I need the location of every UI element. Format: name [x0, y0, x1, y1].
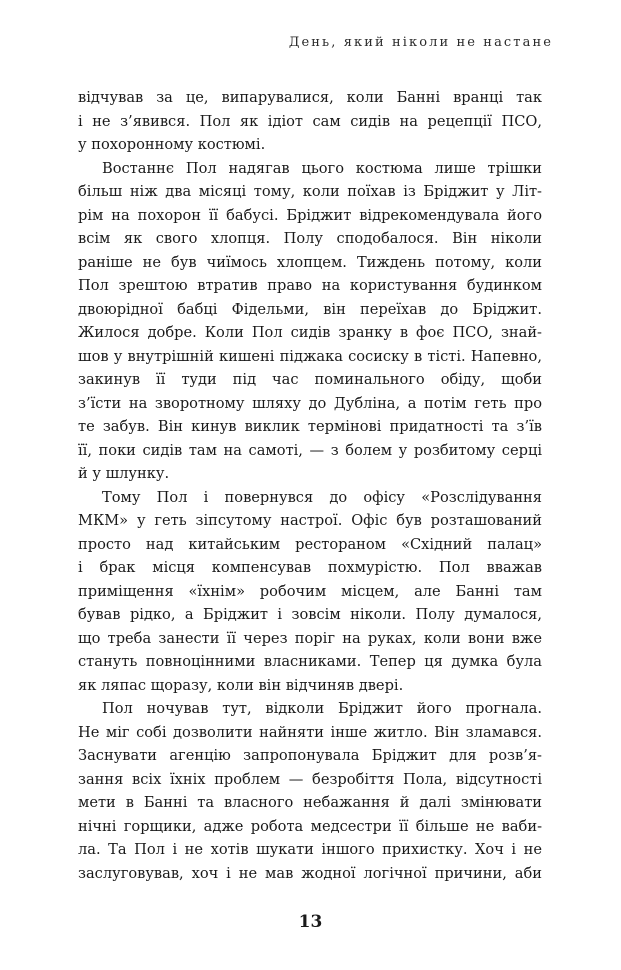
text-line: Пол зрештою втратив право на користування будинком: [78, 277, 542, 294]
text-line: Жилося добре. Коли Пол сидів зранку в фоє ПСО, знай-: [78, 324, 542, 341]
text-line: рім на похорон її бабусі. Бріджит відрекомендувала його: [78, 206, 542, 224]
text-line: закинув її туди під час поминального обіду, щоби: [78, 371, 542, 388]
text-line: Заснувати агенцію запропонувала Бріджит для розв’я-: [78, 747, 542, 764]
text-line: МКМ» у геть зіпсутому настрої. Офіс був розташований: [78, 512, 542, 529]
text-line: бував рідко, а Бріджит і зовсім ніколи. Полу думалося,: [78, 606, 542, 623]
text-line: приміщення «їхнім» робочим місцем, але Банні там: [78, 582, 542, 600]
page-number: 13: [298, 912, 323, 932]
text-line: Востаннє Пол надягав цього костюма лише трішки: [102, 159, 542, 177]
text-line: мети в Банні та власного небажання й далі змінювати: [78, 794, 542, 811]
text-line: Пол ночував тут, відколи Бріджит його прогнала.: [102, 700, 542, 717]
text-line: з’їсти на зворотному шляху до Дубліна, а потім геть про: [78, 394, 542, 412]
text-line: більш ніж два місяці тому, коли поїхав із Бріджит у Літ-: [78, 183, 542, 200]
text-line: шов у внутрішній кишені піджака сосиску в тісті. Напевно,: [78, 347, 542, 365]
text-line: зання всіх їхніх проблем — безробіття Пола, відсутності: [78, 770, 542, 788]
text-line: і не з’явився. Пол як ідіот сам сидів на рецепції ПСО,: [78, 112, 542, 130]
text-line: її, поки сидів там на самоті, — з болем у розбитому серці: [78, 441, 542, 459]
text-line: те забув. Він кинув виклик терміновi придатності та з’їв: [78, 418, 542, 435]
text-line: і брак місця компенсував похмурістю. Пол вважав: [78, 559, 542, 576]
text-line: що треба занести її через поріг на руках, коли вони вже: [78, 629, 542, 647]
running-head: День, який ніколи не настане: [288, 35, 553, 50]
text-line: Тому Пол і повернувся до офісу «Розслідування: [102, 488, 542, 506]
body-text: [78, 86, 542, 885]
text-line: у похоронному костюмі.: [78, 136, 266, 153]
text-line: й у шлунку.: [78, 465, 170, 482]
text-line: нічні горщики, адже робота медсестри її більше не ваби-: [78, 817, 542, 835]
text-line: стануть повноцінними власниками. Тепер ця думка була: [78, 653, 542, 670]
text-line: раніше не був чиїмось хлопцем. Тиждень потому, коли: [78, 253, 542, 271]
text-line: як ляпас щоразу, коли він відчиняв двері.: [78, 676, 404, 694]
text-line: всім як свого хлопця. Полу сподобалося. Він ніколи: [78, 230, 542, 247]
text-line: Не міг собі дозволити найняти інше житло. Він зламався.: [78, 723, 542, 741]
text-line: заслуговував, хоч і не мав жодної логічної причини, аби: [78, 864, 542, 882]
text-line: відчував за це, випарувалися, коли Банні вранці так: [78, 89, 542, 106]
text-line: ла. Та Пол і не хотів шукати іншого прихистку. Хоч і не: [78, 841, 542, 858]
text-line: двоюрідної бабці Фідельми, він переїхав до Бріджит.: [78, 300, 542, 318]
text-line: просто над китайським рестораном «Східний палац»: [78, 535, 542, 553]
